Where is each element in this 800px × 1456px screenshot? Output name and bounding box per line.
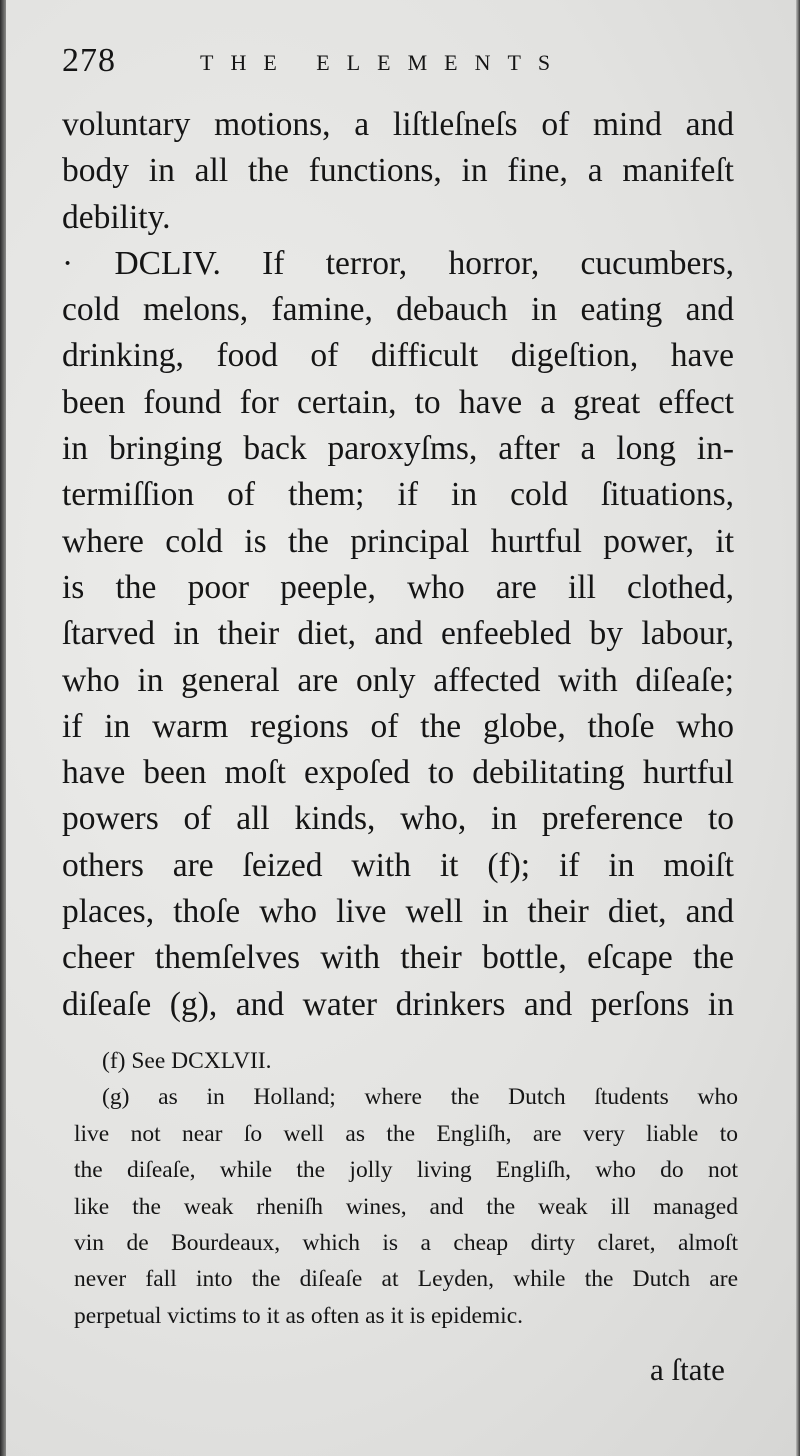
body-line: · DCLIV. If terror, horror, cucumbers, xyxy=(62,244,734,282)
body-line: powers of all kinds, who, in preference to xyxy=(62,800,734,838)
body-line: is the poor peeple, who are ill clothed, xyxy=(62,568,734,606)
body-line: debility. xyxy=(62,198,171,236)
footnote-g: (g) as in Holland; where the Dutch ſtudents who xyxy=(102,1084,738,1111)
body-line: diſeaſe (g), and water drinkers and perſons in xyxy=(62,985,734,1023)
footnote-f: (f) See DCXLVII. xyxy=(102,1048,272,1074)
footnote-line: never fall into the diſeaſe at Leyden, while the Dutch are xyxy=(74,1266,738,1293)
page-binding-shadow xyxy=(0,0,6,1456)
footnote-line: like the weak rheniſh wines, and the weak ill managed xyxy=(74,1193,738,1220)
body-line: been found for certain, to have a great effect xyxy=(62,383,734,421)
body-line: places, thoſe who live well in their diet, and xyxy=(62,893,734,931)
body-line: body in all the functions, in fine, a manifeſt xyxy=(62,152,734,190)
body-line: ſtarved in their diet, and enfeebled by labour, xyxy=(62,615,734,653)
body-line: termiſſion of them; if in cold ſituations, xyxy=(62,476,734,514)
page-number: 278 xyxy=(62,42,116,79)
running-head: THE ELEMENTS xyxy=(200,50,568,75)
body-line: voluntary motions, a liſtleſneſs of mind and xyxy=(62,106,734,143)
body-line: have been moſt expoſed to debilitating hurtful xyxy=(62,754,734,792)
body-line: in bringing back paroxyſms, after a long in- xyxy=(62,430,734,468)
catchword: a ſtate xyxy=(650,1352,725,1387)
body-line: others are ſeized with it (f); if in moiſt xyxy=(62,846,734,884)
body-line: cheer themſelves with their bottle, eſcape the xyxy=(62,939,734,977)
body-line: where cold is the principal hurtful power, it xyxy=(62,522,734,560)
footnote-line: the diſeaſe, while the jolly living Engliſh, who do not xyxy=(74,1157,738,1184)
body-line: who in general are only affected with diſeaſe; xyxy=(62,661,734,699)
footnote-line: live not near ſo well as the Engliſh, are very liable to xyxy=(74,1120,738,1147)
footnotes xyxy=(74,1043,738,1334)
page-header xyxy=(62,42,742,82)
page-edge-shadow xyxy=(796,0,800,1456)
footnote-line: vin de Bourdeaux, which is a cheap dirty claret, almoſt xyxy=(74,1229,738,1256)
body-line: drinking, food of difficult digeſtion, have xyxy=(62,337,734,375)
footnote-line: perpetual victims to it as often as it is epidemic. xyxy=(74,1302,524,1329)
body-line: if in warm regions of the globe, thoſe who xyxy=(62,707,734,745)
body-text xyxy=(62,102,734,1028)
body-line: cold melons, famine, debauch in eating and xyxy=(62,291,734,329)
